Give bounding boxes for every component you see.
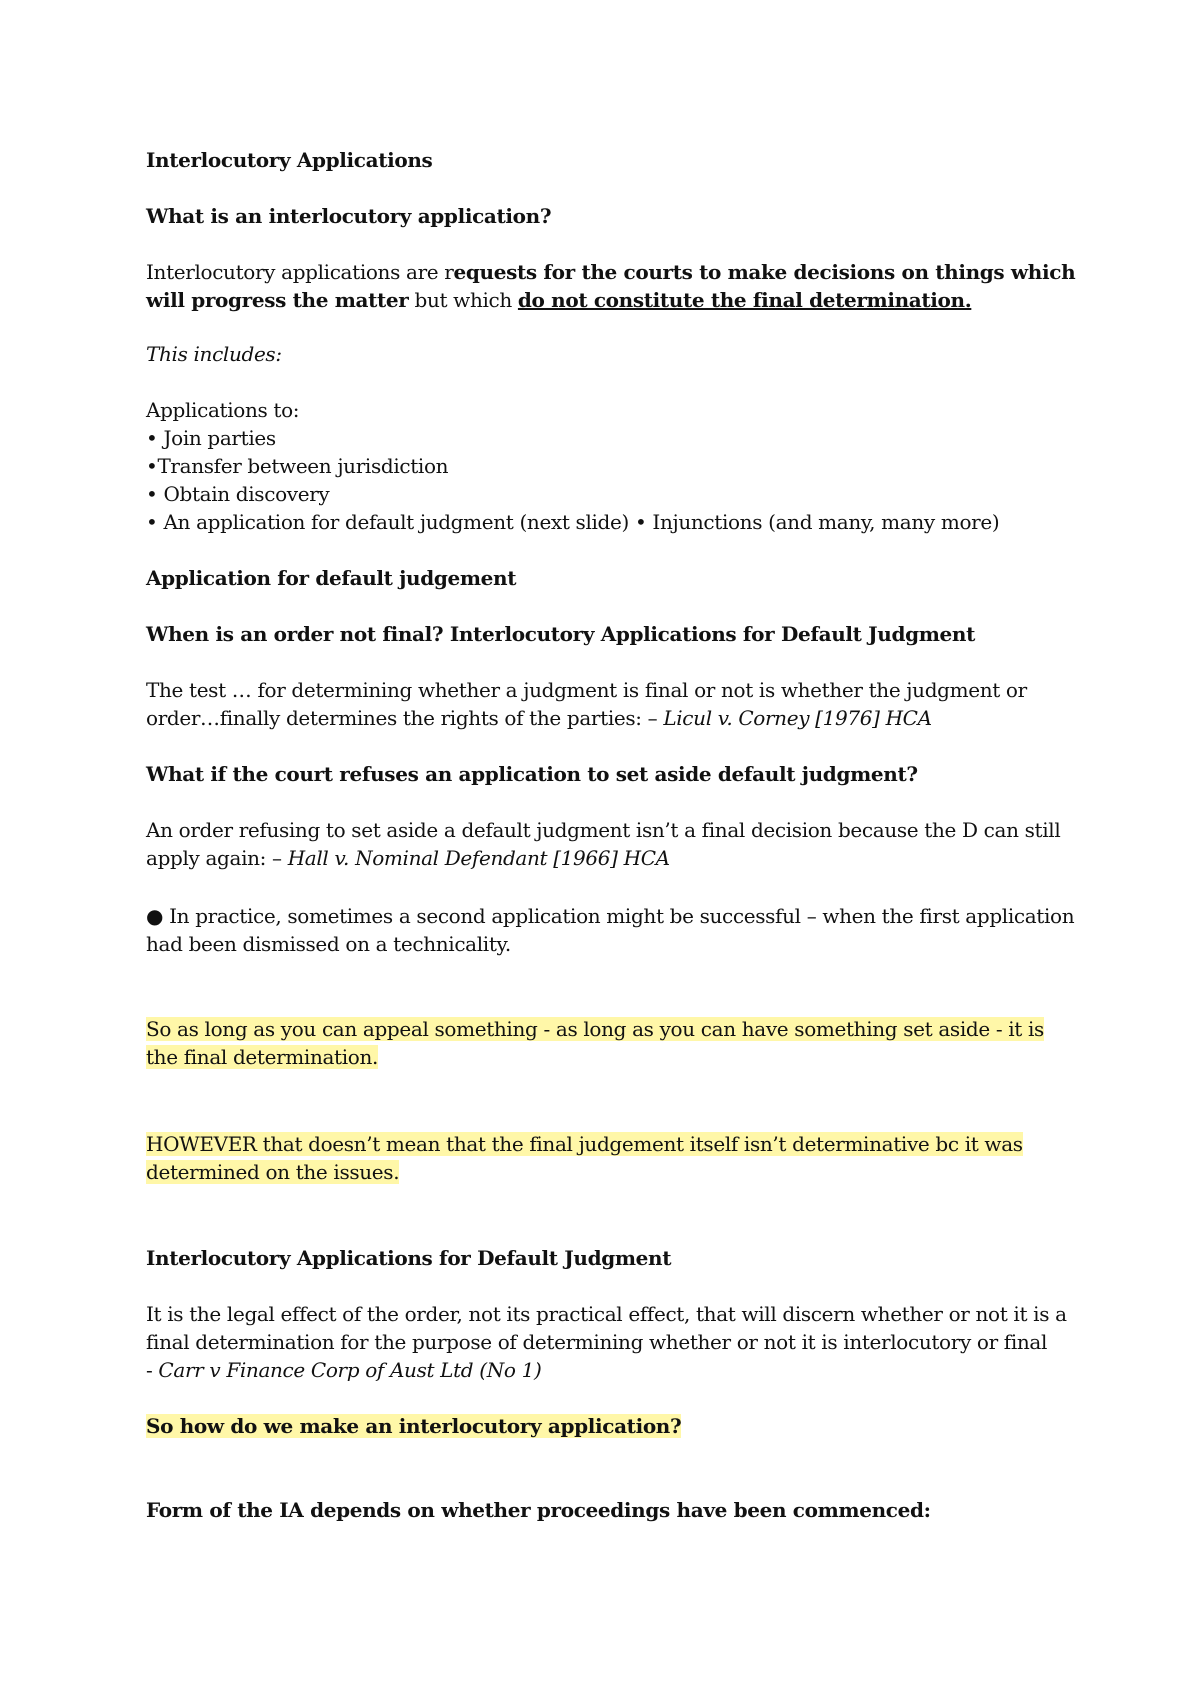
test-text: order…finally determines the rights of the parties: –	[146, 706, 664, 730]
highlighted-text: the final determination.	[146, 1045, 379, 1069]
highlighted-text: So as long as you can appeal something - as long as you can have something set aside - it is	[146, 1017, 1044, 1041]
definition-bold: will progress the matter	[146, 288, 409, 312]
refuse-text: apply again: –	[146, 846, 288, 870]
definition-text: but which	[408, 288, 518, 312]
practice-line-2: had been dismissed on a technicality.	[146, 932, 511, 956]
legal-text: -	[146, 1358, 159, 1382]
definition-line-2	[146, 286, 971, 314]
list-item: • Obtain discovery	[146, 482, 330, 506]
includes-label: This includes:	[146, 342, 282, 366]
refuse-line-1: An order refusing to set aside a default judgment isn’t a final decision because the D can still	[146, 818, 1061, 842]
legal-line-3	[146, 1356, 541, 1384]
legal-line-1: It is the legal effect of the order, not its practical effect, that will discern whether or not it is a	[146, 1302, 1067, 1326]
definition-underlined: do not constitute the final determination.	[517, 288, 972, 312]
heading-default-judgement: Application for default judgement	[146, 566, 517, 590]
highlight-line-1	[146, 1015, 1044, 1043]
test-line-1: The test … for determining whether a judgment is final or not is whether the judgment or	[146, 678, 1027, 702]
document-title: Interlocutory Applications	[146, 148, 433, 172]
highlighted-heading: So how do we make an interlocutory application?	[146, 1414, 682, 1438]
heading-ia-default-judgment: Interlocutory Applications for Default Judgment	[146, 1246, 672, 1270]
highlight-line-2	[146, 1043, 378, 1071]
heading-form-of-ia: Form of the IA depends on whether proceedings have been commenced:	[146, 1498, 931, 1522]
definition-bold: equests for the courts to make decisions on things which	[453, 260, 1076, 284]
highlighted-text: HOWEVER that doesn’t mean that the final judgement itself isn’t determinative bc it was	[146, 1132, 1023, 1156]
case-citation: Hall v. Nominal Defendant [1966] HCA	[287, 846, 670, 870]
applications-to-label: Applications to:	[146, 398, 300, 422]
heading-what-is-ia: What is an interlocutory application?	[146, 204, 552, 228]
highlight-line-3	[146, 1130, 1023, 1158]
test-line-2	[146, 704, 932, 732]
highlighted-text: determined on the issues.	[146, 1160, 400, 1184]
list-item: •Transfer between jurisdiction	[146, 454, 449, 478]
list-item: • An application for default judgment (next slide) • Injunctions (and many, many more)	[146, 510, 1000, 534]
definition-text: Interlocutory applications are r	[146, 260, 454, 284]
heading-how-to-make-ia	[146, 1412, 681, 1440]
heading-not-final: When is an order not final? Interlocutory Applications for Default Judgment	[146, 622, 975, 646]
practice-line-1: ● In practice, sometimes a second application might be successful – when the first application	[146, 904, 1075, 928]
highlight-line-4	[146, 1158, 399, 1186]
definition-line-1	[146, 258, 1075, 286]
refuse-line-2	[146, 844, 670, 872]
case-citation: Licul v. Corney [1976] HCA	[663, 706, 932, 730]
legal-line-2: final determination for the purpose of determining whether or not it is interlocutory or final	[146, 1330, 1048, 1354]
list-item: • Join parties	[146, 426, 276, 450]
heading-refuse-set-aside: What if the court refuses an application to set aside default judgment?	[146, 762, 918, 786]
case-citation: Carr v Finance Corp of Aust Ltd (No 1)	[158, 1358, 542, 1382]
